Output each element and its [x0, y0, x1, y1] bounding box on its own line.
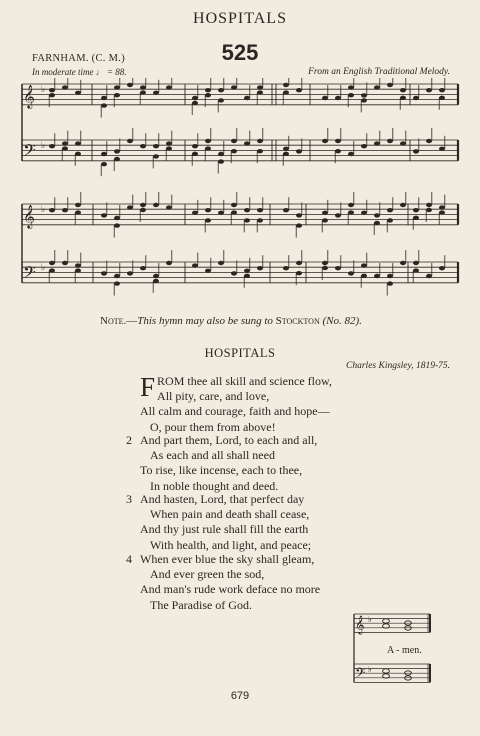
- svg-text:𝄞: 𝄞: [23, 84, 35, 108]
- running-head: HOSPITALS: [193, 10, 287, 27]
- tempo-marking: In moderate time ♩ = 88.: [32, 67, 127, 77]
- svg-text:𝄞: 𝄞: [23, 204, 35, 228]
- music-score: [0, 78, 480, 310]
- svg-text:♭: ♭: [41, 85, 46, 95]
- stanza-line: And thy just rule shall fill the earth: [140, 522, 309, 537]
- stanza-line: All pity, care, and love,: [157, 389, 270, 404]
- stanza-line: 4 When ever blue the sky shall gleam,: [126, 552, 315, 566]
- svg-text:𝄢: 𝄢: [23, 262, 36, 286]
- tune-name: FARNHAM. (C. M.): [32, 53, 125, 64]
- note-ref: (No. 82).: [322, 315, 362, 327]
- note-prefix: Note.—: [100, 315, 138, 327]
- svg-text:𝄢: 𝄢: [23, 140, 36, 164]
- stanza-line: With health, and light, and peace;: [150, 537, 312, 552]
- stanza-3: [126, 492, 311, 553]
- stanza-1: [140, 374, 332, 435]
- stanza-line: The Paradise of God.: [150, 597, 252, 612]
- stanza-number: 3: [126, 492, 132, 506]
- music-notation-image: [0, 78, 480, 310]
- svg-text:♭: ♭: [368, 665, 372, 674]
- stanza-4: [126, 552, 320, 613]
- amen-text: A - men.: [387, 645, 422, 656]
- stanza-line: And ever green the sod,: [150, 567, 265, 582]
- tune-source: From an English Traditional Melody.: [308, 67, 450, 77]
- svg-text:♭: ♭: [41, 141, 46, 151]
- hymn-title: HOSPITALS: [204, 346, 276, 360]
- note-tune-ref: Stockton: [275, 315, 320, 327]
- svg-text:♭: ♭: [41, 263, 46, 273]
- stanza-line: All calm and courage, faith and hope—: [140, 404, 330, 419]
- svg-text:𝄢: 𝄢: [355, 667, 366, 684]
- hymn-author: Charles Kingsley, 1819-75.: [346, 361, 450, 371]
- stanza-line: To rise, like incense, each to thee,: [140, 463, 303, 478]
- stanza-2: [126, 433, 317, 494]
- stanza-line: When pain and death shall cease,: [150, 507, 310, 522]
- svg-text:𝄞: 𝄞: [355, 617, 365, 634]
- stanza-line: 3 And hasten, Lord, that perfect day: [126, 492, 305, 506]
- stanza-number: 2: [126, 433, 132, 447]
- stanza-line: As each and all shall need: [150, 448, 275, 463]
- stanza-line: And man's rude work deface no more: [140, 582, 321, 597]
- stanza-line: O, pour them from above!: [150, 419, 276, 434]
- alternate-tune-note: [100, 315, 362, 327]
- hymn-number: 525: [221, 40, 259, 65]
- stanza-line: FROM thee all skill and science flow,: [140, 372, 332, 402]
- svg-text:♭: ♭: [41, 205, 46, 215]
- svg-text:♭: ♭: [368, 615, 372, 624]
- page-number: 679: [230, 690, 250, 702]
- stanza-line: 2 And part them, Lord, to each and all,: [126, 433, 318, 447]
- stanza-number: 4: [126, 552, 132, 566]
- stanza-line: In noble thought and deed.: [150, 478, 279, 493]
- note-text: This hymn may also be sung to: [137, 315, 276, 327]
